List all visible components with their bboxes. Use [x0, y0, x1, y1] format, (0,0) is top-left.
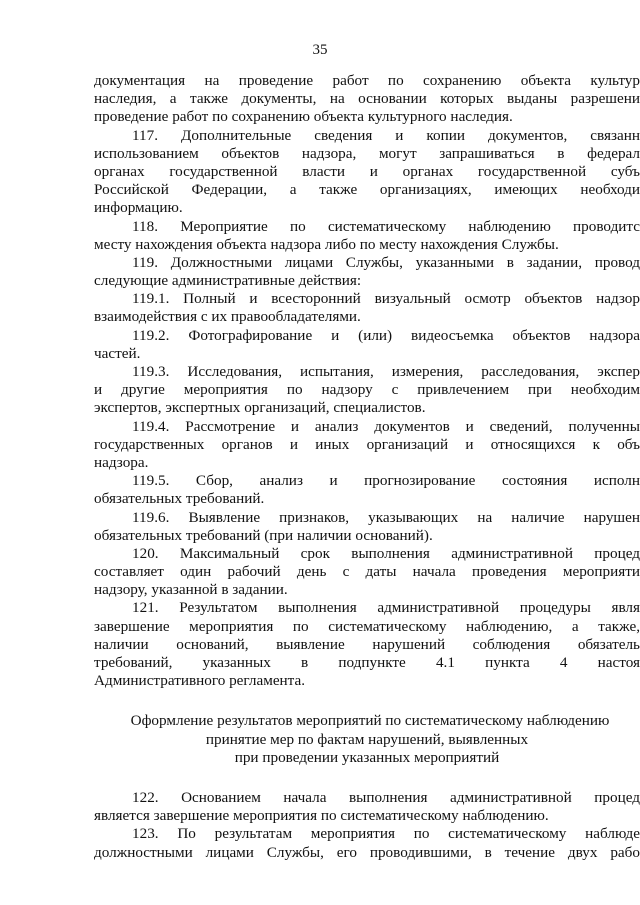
text-line: 119.5. Сбор, анализ и прогнозирование состояния исполн	[132, 472, 640, 490]
paragraph-117	[94, 127, 640, 218]
text-line: взаимодействия с их правообладателями.	[94, 308, 361, 326]
text-line: 121. Результатом выполнения административной процедуры явля	[132, 599, 640, 617]
text-line: 117. Дополнительные сведения и копии документов, связанн	[132, 126, 640, 144]
text-line: надзору, указанной в задании.	[94, 581, 288, 599]
paragraph-122	[94, 789, 640, 825]
text-line: использованием объектов надзора, могут запрашиваться в федерал	[94, 144, 640, 162]
paragraph-118	[94, 218, 640, 254]
text-line: 119.1. Полный и всесторонний визуальный осмотр объектов надзор	[132, 290, 640, 308]
paragraph-121	[94, 599, 640, 690]
text-line: 119.6. Выявление признаков, указывающих на наличие нарушен	[132, 508, 640, 526]
paragraph-119-1	[94, 290, 640, 326]
text-line: 118. Мероприятие по систематическому наблюдению проводитс	[132, 217, 640, 235]
text-line: месту нахождения объекта надзора либо по месту нахождения Службы.	[94, 235, 559, 253]
text-line: документация на проведение работ по сохранению объекта культур	[94, 72, 640, 89]
section-heading	[94, 712, 640, 767]
heading-line: Оформление результатов мероприятий по систематическому наблюдению	[130, 712, 610, 730]
text-line: завершение мероприятия по систематическому наблюдению, а также,	[94, 617, 640, 635]
text-line: обязательных требований (при наличии оснований).	[94, 526, 433, 544]
text-line: должностными лицами Службы, его проводившими, в течение двух рабо	[94, 843, 640, 861]
text-line: Российской Федерации, а также организациях, имеющих необходи	[94, 181, 640, 199]
text-line: 119.4. Рассмотрение и анализ документов и сведений, полученны	[132, 417, 640, 435]
text-line: и другие мероприятия по надзору с привлечением при необходим	[94, 381, 640, 399]
paragraph-119	[94, 254, 640, 290]
text-line: государственных органов и иных организаций и относящихся к объ	[94, 435, 640, 453]
paragraph-119-5	[94, 472, 640, 508]
text-line: 123. По результатам мероприятия по систематическому наблюде	[132, 825, 640, 843]
heading-line: принятие мер по фактам нарушений, выявленных	[205, 730, 529, 748]
text-line: является завершение мероприятия по систематическому наблюдению.	[94, 807, 549, 825]
text-line: наследия, а также документы, на основании которых выданы разрешени	[94, 90, 640, 108]
text-line: экспертов, экспертных организаций, специалистов.	[94, 399, 426, 417]
text-line: обязательных требований.	[94, 490, 265, 508]
text-line: 120. Максимальный срок выполнения административной процед	[132, 544, 640, 562]
text-line: надзора.	[94, 453, 149, 471]
text-line: 119. Должностными лицами Службы, указанными в задании, провод	[132, 253, 640, 271]
text-line: 122. Основанием начала выполнения административной процед	[132, 788, 640, 806]
text-line: информацию.	[94, 199, 183, 217]
document-body	[94, 72, 640, 862]
text-line: 119.3. Исследования, испытания, измерения, расследования, экспер	[132, 363, 640, 380]
paragraph-119-3	[94, 363, 640, 418]
paragraph-120	[94, 545, 640, 600]
text-line: 119.2. Фотографирование и (или) видеосъемка объектов надзора	[132, 326, 640, 344]
paragraph-119-6	[94, 509, 640, 545]
text-line: проведение работ по сохранению объекта культурного наследия.	[94, 108, 513, 126]
paragraph-123	[94, 825, 640, 861]
paragraph-119-4	[94, 418, 640, 473]
page-number: 35	[312, 42, 328, 58]
spacer	[94, 767, 640, 789]
heading-line: при проведении указанных мероприятий	[234, 748, 500, 766]
text-line: следующие административные действия:	[94, 272, 362, 290]
text-line: частей.	[94, 344, 141, 362]
text-line: составляет один рабочий день с даты начала проведения мероприяти	[94, 563, 640, 581]
paragraph-116-tail	[94, 72, 640, 127]
text-line: наличии оснований, выявление нарушений соблюдения обязатель	[94, 635, 640, 653]
text-line: требований, указанных в подпункте 4.1 пункта 4 настоя	[94, 654, 640, 671]
text-line: органах государственной власти и органах государственной субъ	[94, 162, 640, 180]
text-line: Административного регламента.	[94, 672, 306, 690]
paragraph-119-2	[94, 327, 640, 363]
spacer	[94, 690, 640, 712]
